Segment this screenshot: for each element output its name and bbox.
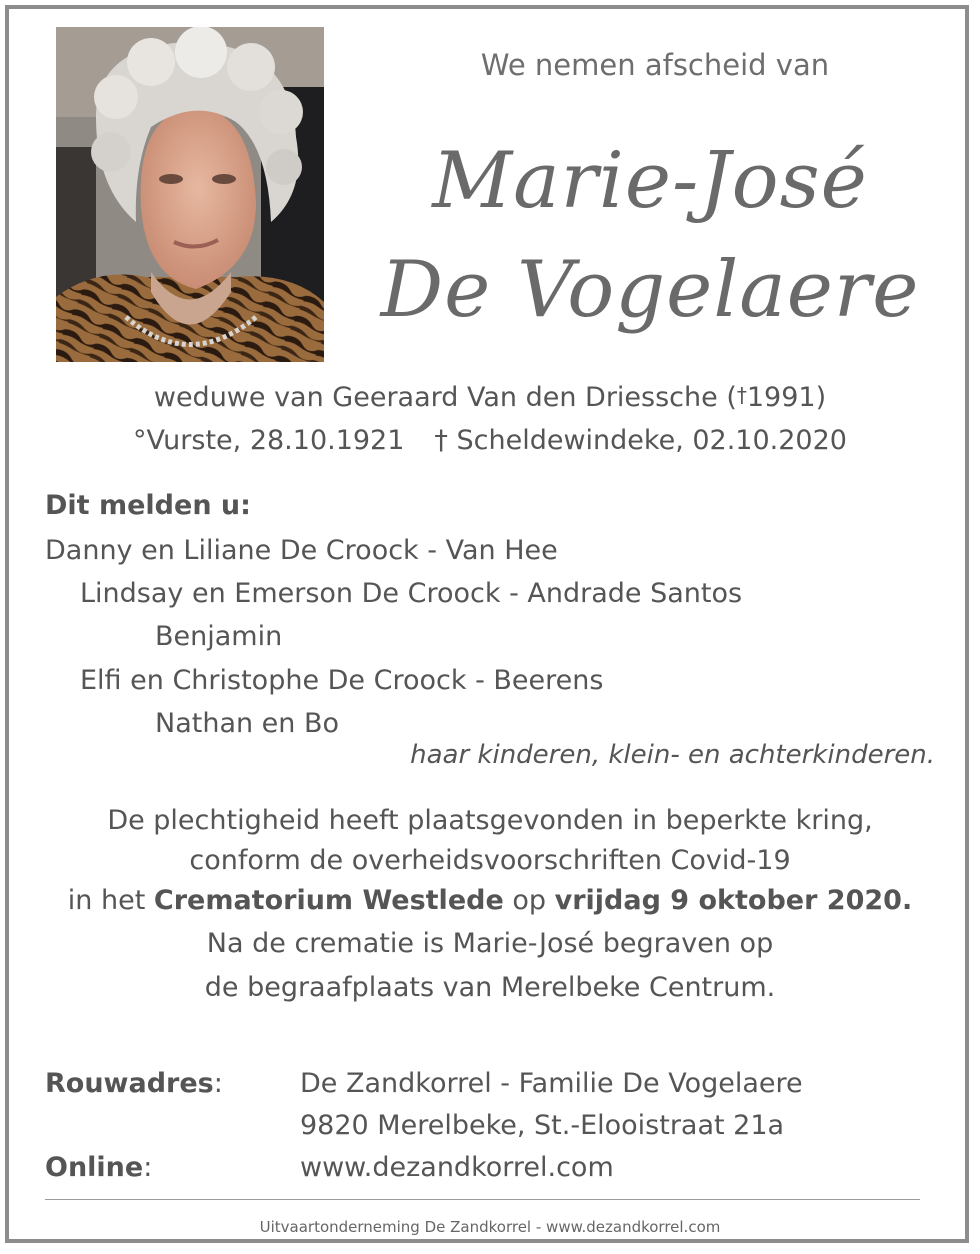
address-line-2: 9820 Merelbeke, St.-Elooistraat 21a bbox=[300, 1110, 785, 1141]
address-label bbox=[45, 1068, 223, 1099]
address-label-text: Rouwadres bbox=[45, 1068, 214, 1099]
website-link[interactable]: www.dezandkorrel.com bbox=[300, 1152, 614, 1183]
intro-text: We nemen afscheid van bbox=[480, 48, 830, 82]
death-info: † Scheldewindeke, 02.10.2020 bbox=[434, 425, 847, 456]
announcer-line: Lindsay en Emerson De Croock - Andrade Santos bbox=[80, 578, 743, 609]
ceremony-line-2: conform de overheidsvoorschriften Covid-19 bbox=[189, 845, 791, 876]
ceremony-line-3 bbox=[0, 885, 980, 916]
online-label-colon: : bbox=[143, 1152, 153, 1183]
deceased-last-name: De Vogelaere bbox=[380, 245, 920, 335]
widow-line bbox=[0, 382, 980, 413]
relation-text: haar kinderen, klein- en achterkinderen. bbox=[410, 740, 935, 770]
address-label-colon: : bbox=[213, 1068, 223, 1099]
announcer-line: Danny en Liliane De Croock - Van Hee bbox=[45, 535, 558, 566]
widow-year: 1991) bbox=[746, 382, 827, 413]
announcers-heading: Dit melden u: bbox=[45, 490, 251, 521]
widow-prefix: weduwe van Geeraard Van den Driessche ( bbox=[153, 382, 737, 413]
ceremony-line-1: De plechtigheid heeft plaatsgevonden in beperkte kring, bbox=[107, 805, 873, 836]
birth-info: °Vurste, 28.10.1921 bbox=[133, 425, 405, 456]
ceremony-prefix: in het bbox=[67, 885, 154, 916]
deceased-first-name: Marie-José bbox=[432, 136, 868, 226]
address-line-1: De Zandkorrel - Familie De Vogelaere bbox=[300, 1068, 803, 1099]
footer-divider bbox=[45, 1199, 920, 1200]
online-label bbox=[45, 1152, 152, 1183]
online-label-text: Online bbox=[45, 1152, 144, 1183]
announcer-line: Nathan en Bo bbox=[155, 708, 340, 739]
ceremony-line-5: de begraafplaats van Merelbeke Centrum. bbox=[204, 972, 776, 1003]
cross-icon: † bbox=[736, 383, 747, 407]
portrait-photo bbox=[56, 27, 324, 362]
ceremony-mid: op bbox=[503, 885, 555, 916]
ceremony-line-4: Na de crematie is Marie-José begraven op bbox=[206, 928, 774, 959]
announcer-line: Benjamin bbox=[155, 621, 283, 652]
ceremony-place: Crematorium Westlede bbox=[153, 885, 504, 916]
life-dates bbox=[0, 425, 980, 456]
announcer-line: Elfi en Christophe De Croock - Beerens bbox=[80, 665, 604, 696]
ceremony-date: vrijdag 9 oktober 2020. bbox=[554, 885, 913, 916]
footer-text: Uitvaartonderneming De Zandkorrel - www.dezandkorrel.com bbox=[259, 1218, 721, 1236]
